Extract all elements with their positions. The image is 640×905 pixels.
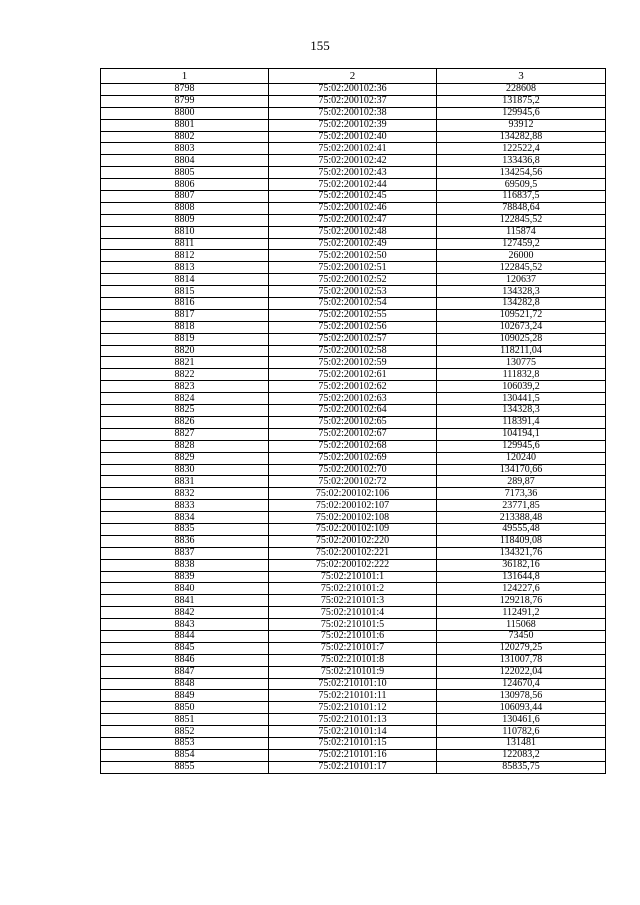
value-cell: 104194,1 (437, 428, 606, 440)
value-cell: 118391,4 (437, 416, 606, 428)
value-cell: 124227,6 (437, 583, 606, 595)
row-number-cell: 8800 (101, 107, 269, 119)
header-row (101, 69, 606, 84)
cadastral-number-cell: 75:02:200102:44 (269, 179, 437, 191)
row-number-cell: 8847 (101, 666, 269, 678)
value-cell: 133436,8 (437, 155, 606, 167)
table-row (101, 559, 606, 571)
table-row (101, 607, 606, 619)
cadastral-number-cell: 75:02:200102:46 (269, 202, 437, 214)
row-number-cell: 8834 (101, 512, 269, 524)
table-row (101, 488, 606, 500)
value-cell: 134328,3 (437, 405, 606, 417)
table-row (101, 143, 606, 155)
cadastral-number-cell: 75:02:200102:109 (269, 523, 437, 535)
cadastral-number-cell: 75:02:200102:63 (269, 393, 437, 405)
value-cell: 228608 (437, 84, 606, 96)
row-number-cell: 8845 (101, 642, 269, 654)
cadastral-number-cell: 75:02:200102:70 (269, 464, 437, 476)
cadastral-number-cell: 75:02:200102:72 (269, 476, 437, 488)
data-table (100, 68, 606, 774)
cadastral-number-cell: 75:02:200102:39 (269, 119, 437, 131)
cadastral-number-cell: 75:02:200102:38 (269, 107, 437, 119)
table-row (101, 571, 606, 583)
cadastral-number-cell: 75:02:200102:56 (269, 321, 437, 333)
row-number-cell: 8823 (101, 381, 269, 393)
table-row (101, 452, 606, 464)
value-cell: 213388,48 (437, 512, 606, 524)
value-cell: 129218,76 (437, 595, 606, 607)
cadastral-number-cell: 75:02:200102:62 (269, 381, 437, 393)
table-row (101, 464, 606, 476)
value-cell: 122522,4 (437, 143, 606, 155)
table-row (101, 286, 606, 298)
value-cell: 131007,78 (437, 654, 606, 666)
table-row (101, 476, 606, 488)
cadastral-number-cell: 75:02:200102:52 (269, 274, 437, 286)
table-row (101, 250, 606, 262)
cadastral-number-cell: 75:02:200102:107 (269, 500, 437, 512)
cadastral-number-cell: 75:02:210101:17 (269, 761, 437, 773)
row-number-cell: 8820 (101, 345, 269, 357)
row-number-cell: 8806 (101, 179, 269, 191)
table-row (101, 214, 606, 226)
table-row (101, 345, 606, 357)
table-row (101, 405, 606, 417)
value-cell: 109521,72 (437, 309, 606, 321)
row-number-cell: 8824 (101, 393, 269, 405)
row-number-cell: 8807 (101, 191, 269, 203)
table-row (101, 500, 606, 512)
value-cell: 106039,2 (437, 381, 606, 393)
table-row (101, 333, 606, 345)
value-cell: 130461,6 (437, 714, 606, 726)
value-cell: 110782,6 (437, 726, 606, 738)
row-number-cell: 8854 (101, 749, 269, 761)
cadastral-number-cell: 75:02:200102:67 (269, 428, 437, 440)
row-number-cell: 8826 (101, 416, 269, 428)
table-row (101, 298, 606, 310)
page-number: 155 (310, 38, 330, 53)
table-header (101, 69, 606, 84)
cadastral-number-cell: 75:02:200102:53 (269, 286, 437, 298)
table-row (101, 202, 606, 214)
table-row (101, 428, 606, 440)
value-cell: 112491,2 (437, 607, 606, 619)
cadastral-number-cell: 75:02:200102:48 (269, 226, 437, 238)
cadastral-number-cell: 75:02:200102:65 (269, 416, 437, 428)
cadastral-number-cell: 75:02:200102:68 (269, 440, 437, 452)
row-number-cell: 8841 (101, 595, 269, 607)
row-number-cell: 8812 (101, 250, 269, 262)
value-cell: 120279,25 (437, 642, 606, 654)
row-number-cell: 8846 (101, 654, 269, 666)
value-cell: 129945,6 (437, 440, 606, 452)
cadastral-number-cell: 75:02:210101:3 (269, 595, 437, 607)
row-number-cell: 8811 (101, 238, 269, 250)
value-cell: 130775 (437, 357, 606, 369)
cadastral-number-cell: 75:02:210101:1 (269, 571, 437, 583)
value-cell: 130441,5 (437, 393, 606, 405)
cadastral-number-cell: 75:02:200102:222 (269, 559, 437, 571)
cadastral-number-cell: 75:02:200102:57 (269, 333, 437, 345)
row-number-cell: 8853 (101, 737, 269, 749)
cadastral-number-cell: 75:02:210101:9 (269, 666, 437, 678)
cadastral-number-cell: 75:02:210101:4 (269, 607, 437, 619)
column-header-2: 2 (269, 69, 437, 84)
value-cell: 131481 (437, 737, 606, 749)
value-cell: 111832,8 (437, 369, 606, 381)
value-cell: 109025,28 (437, 333, 606, 345)
value-cell: 130978,56 (437, 690, 606, 702)
value-cell: 118211,04 (437, 345, 606, 357)
row-number-cell: 8833 (101, 500, 269, 512)
table-row (101, 690, 606, 702)
table-body (101, 84, 606, 774)
cadastral-number-cell: 75:02:200102:50 (269, 250, 437, 262)
column-header-3: 3 (437, 69, 606, 84)
table-row (101, 654, 606, 666)
cadastral-number-cell: 75:02:210101:15 (269, 737, 437, 749)
table-row (101, 714, 606, 726)
table-row (101, 512, 606, 524)
value-cell: 134282,8 (437, 298, 606, 310)
table-row (101, 167, 606, 179)
table-row (101, 393, 606, 405)
table-row (101, 749, 606, 761)
row-number-cell: 8819 (101, 333, 269, 345)
value-cell: 73450 (437, 630, 606, 642)
value-cell: 129945,6 (437, 107, 606, 119)
row-number-cell: 8838 (101, 559, 269, 571)
cadastral-number-cell: 75:02:210101:2 (269, 583, 437, 595)
value-cell: 106093,44 (437, 702, 606, 714)
row-number-cell: 8832 (101, 488, 269, 500)
value-cell: 36182,16 (437, 559, 606, 571)
table-row (101, 666, 606, 678)
value-cell: 122845,52 (437, 262, 606, 274)
value-cell: 116837,5 (437, 191, 606, 203)
value-cell: 131644,8 (437, 571, 606, 583)
table-row (101, 642, 606, 654)
table-row (101, 761, 606, 773)
row-number-cell: 8816 (101, 298, 269, 310)
row-number-cell: 8851 (101, 714, 269, 726)
table-row (101, 155, 606, 167)
row-number-cell: 8814 (101, 274, 269, 286)
cadastral-number-cell: 75:02:200102:37 (269, 95, 437, 107)
table-row (101, 619, 606, 631)
row-number-cell: 8842 (101, 607, 269, 619)
cadastral-number-cell: 75:02:200102:43 (269, 167, 437, 179)
row-number-cell: 8818 (101, 321, 269, 333)
row-number-cell: 8843 (101, 619, 269, 631)
cadastral-number-cell: 75:02:200102:49 (269, 238, 437, 250)
row-number-cell: 8839 (101, 571, 269, 583)
row-number-cell: 8803 (101, 143, 269, 155)
row-number-cell: 8822 (101, 369, 269, 381)
cadastral-number-cell: 75:02:210101:8 (269, 654, 437, 666)
row-number-cell: 8844 (101, 630, 269, 642)
table-row (101, 131, 606, 143)
table-row (101, 107, 606, 119)
table-row (101, 381, 606, 393)
table-row (101, 583, 606, 595)
row-number-cell: 8837 (101, 547, 269, 559)
cadastral-number-cell: 75:02:210101:11 (269, 690, 437, 702)
cadastral-number-cell: 75:02:200102:45 (269, 191, 437, 203)
cadastral-number-cell: 75:02:200102:58 (269, 345, 437, 357)
value-cell: 127459,2 (437, 238, 606, 250)
value-cell: 289,87 (437, 476, 606, 488)
cadastral-number-cell: 75:02:200102:64 (269, 405, 437, 417)
row-number-cell: 8835 (101, 523, 269, 535)
value-cell: 134328,3 (437, 286, 606, 298)
cadastral-number-cell: 75:02:210101:6 (269, 630, 437, 642)
cadastral-number-cell: 75:02:200102:108 (269, 512, 437, 524)
cadastral-number-cell: 75:02:210101:10 (269, 678, 437, 690)
table-row (101, 262, 606, 274)
cadastral-number-cell: 75:02:210101:13 (269, 714, 437, 726)
value-cell: 134170,66 (437, 464, 606, 476)
row-number-cell: 8830 (101, 464, 269, 476)
value-cell: 122845,52 (437, 214, 606, 226)
table-row (101, 630, 606, 642)
table-row (101, 226, 606, 238)
value-cell: 124670,4 (437, 678, 606, 690)
row-number-cell: 8804 (101, 155, 269, 167)
table-row (101, 95, 606, 107)
table-row (101, 440, 606, 452)
table-row (101, 179, 606, 191)
row-number-cell: 8852 (101, 726, 269, 738)
row-number-cell: 8831 (101, 476, 269, 488)
cadastral-number-cell: 75:02:200102:106 (269, 488, 437, 500)
table-row (101, 547, 606, 559)
row-number-cell: 8810 (101, 226, 269, 238)
row-number-cell: 8849 (101, 690, 269, 702)
row-number-cell: 8825 (101, 405, 269, 417)
row-number-cell: 8827 (101, 428, 269, 440)
value-cell: 102673,24 (437, 321, 606, 333)
table-row (101, 726, 606, 738)
value-cell: 134321,76 (437, 547, 606, 559)
cadastral-number-cell: 75:02:200102:69 (269, 452, 437, 464)
row-number-cell: 8828 (101, 440, 269, 452)
value-cell: 122083,2 (437, 749, 606, 761)
value-cell: 134254,56 (437, 167, 606, 179)
value-cell: 93912 (437, 119, 606, 131)
cadastral-number-cell: 75:02:200102:221 (269, 547, 437, 559)
row-number-cell: 8809 (101, 214, 269, 226)
row-number-cell: 8840 (101, 583, 269, 595)
value-cell: 120240 (437, 452, 606, 464)
row-number-cell: 8813 (101, 262, 269, 274)
table-row (101, 357, 606, 369)
cadastral-number-cell: 75:02:210101:5 (269, 619, 437, 631)
cadastral-number-cell: 75:02:210101:7 (269, 642, 437, 654)
cadastral-number-cell: 75:02:200102:61 (269, 369, 437, 381)
value-cell: 49555,48 (437, 523, 606, 535)
table-row (101, 678, 606, 690)
value-cell: 118409,08 (437, 535, 606, 547)
table-row (101, 737, 606, 749)
cadastral-number-cell: 75:02:200102:51 (269, 262, 437, 274)
cadastral-number-cell: 75:02:200102:54 (269, 298, 437, 310)
row-number-cell: 8808 (101, 202, 269, 214)
row-number-cell: 8817 (101, 309, 269, 321)
cadastral-number-cell: 75:02:210101:12 (269, 702, 437, 714)
value-cell: 120637 (437, 274, 606, 286)
row-number-cell: 8821 (101, 357, 269, 369)
table-row (101, 191, 606, 203)
row-number-cell: 8836 (101, 535, 269, 547)
table-row (101, 523, 606, 535)
cadastral-number-cell: 75:02:210101:14 (269, 726, 437, 738)
table-row (101, 321, 606, 333)
cadastral-number-cell: 75:02:200102:41 (269, 143, 437, 155)
table-row (101, 309, 606, 321)
row-number-cell: 8799 (101, 95, 269, 107)
table-row (101, 119, 606, 131)
row-number-cell: 8805 (101, 167, 269, 179)
cadastral-number-cell: 75:02:200102:59 (269, 357, 437, 369)
cadastral-number-cell: 75:02:200102:40 (269, 131, 437, 143)
column-header-1: 1 (101, 69, 269, 84)
value-cell: 7173,36 (437, 488, 606, 500)
value-cell: 115068 (437, 619, 606, 631)
row-number-cell: 8815 (101, 286, 269, 298)
table-row (101, 274, 606, 286)
value-cell: 134282,88 (437, 131, 606, 143)
table-row (101, 369, 606, 381)
cadastral-number-cell: 75:02:200102:47 (269, 214, 437, 226)
table-row (101, 84, 606, 96)
value-cell: 26000 (437, 250, 606, 262)
cadastral-number-cell: 75:02:200102:42 (269, 155, 437, 167)
row-number-cell: 8848 (101, 678, 269, 690)
row-number-cell: 8802 (101, 131, 269, 143)
table-row (101, 238, 606, 250)
table-row (101, 535, 606, 547)
row-number-cell: 8855 (101, 761, 269, 773)
table-row (101, 702, 606, 714)
value-cell: 122022,04 (437, 666, 606, 678)
row-number-cell: 8850 (101, 702, 269, 714)
table-row (101, 595, 606, 607)
value-cell: 69509,5 (437, 179, 606, 191)
cadastral-number-cell: 75:02:200102:55 (269, 309, 437, 321)
value-cell: 78848,64 (437, 202, 606, 214)
value-cell: 115874 (437, 226, 606, 238)
value-cell: 85835,75 (437, 761, 606, 773)
row-number-cell: 8798 (101, 84, 269, 96)
cadastral-number-cell: 75:02:200102:220 (269, 535, 437, 547)
row-number-cell: 8801 (101, 119, 269, 131)
row-number-cell: 8829 (101, 452, 269, 464)
cadastral-number-cell: 75:02:200102:36 (269, 84, 437, 96)
value-cell: 23771,85 (437, 500, 606, 512)
value-cell: 131875,2 (437, 95, 606, 107)
cadastral-number-cell: 75:02:210101:16 (269, 749, 437, 761)
table-row (101, 416, 606, 428)
